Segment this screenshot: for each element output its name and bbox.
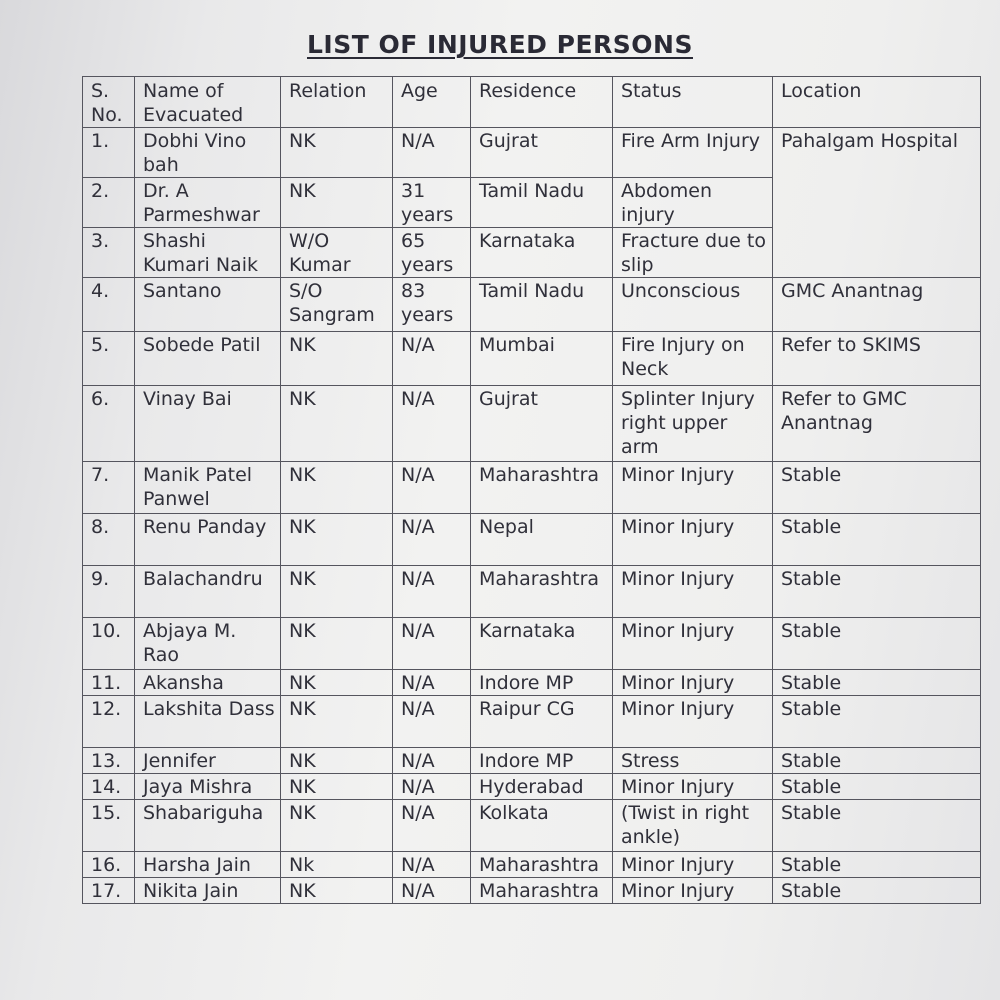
cell-age: N/A xyxy=(393,462,471,514)
cell-name: Abjaya M. Rao xyxy=(135,618,281,670)
cell-name: Shabariguha xyxy=(135,800,281,852)
cell-sno: 4. xyxy=(83,278,135,332)
cell-name: Santano xyxy=(135,278,281,332)
cell-name: Vinay Bai xyxy=(135,386,281,462)
document-title xyxy=(0,30,1000,59)
cell-relation: NK xyxy=(281,670,393,696)
table-row xyxy=(83,514,981,566)
cell-sno: 17. xyxy=(83,878,135,904)
column-header-name: Name of Evacuated xyxy=(135,77,281,128)
cell-status: Fracture due to slip xyxy=(613,228,773,278)
cell-age: 83 years xyxy=(393,278,471,332)
cell-age: N/A xyxy=(393,128,471,178)
cell-sno: 11. xyxy=(83,670,135,696)
table-row xyxy=(83,878,981,904)
cell-relation: NK xyxy=(281,128,393,178)
cell-status: Minor Injury xyxy=(613,878,773,904)
cell-residence: Mumbai xyxy=(471,332,613,386)
cell-age: N/A xyxy=(393,514,471,566)
cell-location: Stable xyxy=(773,514,981,566)
cell-age: N/A xyxy=(393,800,471,852)
cell-residence: Maharashtra xyxy=(471,462,613,514)
cell-age: 31 years xyxy=(393,178,471,228)
cell-location: Stable xyxy=(773,878,981,904)
cell-status: Unconscious xyxy=(613,278,773,332)
cell-status: Fire Arm Injury xyxy=(613,128,773,178)
cell-relation: NK xyxy=(281,800,393,852)
cell-sno: 14. xyxy=(83,774,135,800)
cell-age: N/A xyxy=(393,618,471,670)
cell-sno: 9. xyxy=(83,566,135,618)
cell-name: Sobede Patil xyxy=(135,332,281,386)
cell-residence: Tamil Nadu xyxy=(471,278,613,332)
table-row xyxy=(83,566,981,618)
cell-status: Splinter Injury right upper arm xyxy=(613,386,773,462)
cell-status: Minor Injury xyxy=(613,514,773,566)
cell-residence: Gujrat xyxy=(471,128,613,178)
cell-age: N/A xyxy=(393,774,471,800)
cell-age: N/A xyxy=(393,332,471,386)
table-row xyxy=(83,852,981,878)
column-header-age: Age xyxy=(393,77,471,128)
cell-status: Minor Injury xyxy=(613,774,773,800)
column-header-residence: Residence xyxy=(471,77,613,128)
table-row xyxy=(83,128,981,178)
cell-age: N/A xyxy=(393,670,471,696)
cell-location: Stable xyxy=(773,852,981,878)
cell-status: Fire Injury on Neck xyxy=(613,332,773,386)
cell-relation: S/O Sangram xyxy=(281,278,393,332)
cell-age: N/A xyxy=(393,696,471,748)
cell-age: N/A xyxy=(393,852,471,878)
cell-name: Harsha Jain xyxy=(135,852,281,878)
cell-sno: 13. xyxy=(83,748,135,774)
cell-location: Stable xyxy=(773,566,981,618)
cell-relation: NK xyxy=(281,514,393,566)
cell-age: N/A xyxy=(393,386,471,462)
injured-persons-table xyxy=(82,76,981,904)
table-row xyxy=(83,618,981,670)
cell-age: N/A xyxy=(393,748,471,774)
cell-residence: Nepal xyxy=(471,514,613,566)
cell-status: Minor Injury xyxy=(613,618,773,670)
cell-age: N/A xyxy=(393,878,471,904)
cell-status: Minor Injury xyxy=(613,462,773,514)
table-row xyxy=(83,774,981,800)
cell-name: Lakshita Dass xyxy=(135,696,281,748)
cell-name: Akansha xyxy=(135,670,281,696)
cell-relation: NK xyxy=(281,566,393,618)
cell-sno: 7. xyxy=(83,462,135,514)
cell-relation: Nk xyxy=(281,852,393,878)
cell-sno: 1. xyxy=(83,128,135,178)
table-row xyxy=(83,462,981,514)
table-header-row xyxy=(83,77,981,128)
cell-location: Stable xyxy=(773,748,981,774)
cell-residence: Tamil Nadu xyxy=(471,178,613,228)
table-row xyxy=(83,386,981,462)
cell-name: Shashi Kumari Naik xyxy=(135,228,281,278)
cell-residence: Kolkata xyxy=(471,800,613,852)
cell-status: Stress xyxy=(613,748,773,774)
cell-sno: 2. xyxy=(83,178,135,228)
cell-sno: 6. xyxy=(83,386,135,462)
cell-residence: Raipur CG xyxy=(471,696,613,748)
cell-name: Dr. A Parmeshwar xyxy=(135,178,281,228)
cell-age: N/A xyxy=(393,566,471,618)
cell-residence: Indore MP xyxy=(471,748,613,774)
table-row xyxy=(83,748,981,774)
cell-relation: NK xyxy=(281,462,393,514)
cell-residence: Indore MP xyxy=(471,670,613,696)
column-header-status: Status xyxy=(613,77,773,128)
cell-relation: W/O Kumar xyxy=(281,228,393,278)
table-row xyxy=(83,696,981,748)
table-row xyxy=(83,278,981,332)
column-header-relation: Relation xyxy=(281,77,393,128)
column-header-location: Location xyxy=(773,77,981,128)
cell-location: GMC Anantnag xyxy=(773,278,981,332)
cell-location: Pahalgam Hospital xyxy=(773,128,981,278)
cell-age: 65 years xyxy=(393,228,471,278)
document-title-text: LIST OF INJURED PERSONS xyxy=(307,30,693,59)
cell-residence: Karnataka xyxy=(471,618,613,670)
column-header-sno: S. No. xyxy=(83,77,135,128)
cell-location: Stable xyxy=(773,696,981,748)
cell-location: Refer to SKIMS xyxy=(773,332,981,386)
cell-name: Dobhi Vino bah xyxy=(135,128,281,178)
cell-residence: Gujrat xyxy=(471,386,613,462)
cell-status: Minor Injury xyxy=(613,670,773,696)
cell-residence: Hyderabad xyxy=(471,774,613,800)
cell-sno: 16. xyxy=(83,852,135,878)
cell-status: Abdomen injury xyxy=(613,178,773,228)
table-row xyxy=(83,670,981,696)
cell-name: Balachandru xyxy=(135,566,281,618)
cell-relation: NK xyxy=(281,332,393,386)
cell-sno: 3. xyxy=(83,228,135,278)
cell-sno: 5. xyxy=(83,332,135,386)
cell-name: Jaya Mishra xyxy=(135,774,281,800)
cell-relation: NK xyxy=(281,774,393,800)
cell-name: Nikita Jain xyxy=(135,878,281,904)
table-row xyxy=(83,332,981,386)
cell-location: Stable xyxy=(773,462,981,514)
cell-status: Minor Injury xyxy=(613,852,773,878)
cell-relation: NK xyxy=(281,618,393,670)
table-row xyxy=(83,800,981,852)
cell-residence: Maharashtra xyxy=(471,566,613,618)
cell-residence: Karnataka xyxy=(471,228,613,278)
cell-location: Stable xyxy=(773,670,981,696)
cell-relation: NK xyxy=(281,696,393,748)
cell-sno: 8. xyxy=(83,514,135,566)
cell-name: Jennifer xyxy=(135,748,281,774)
cell-relation: NK xyxy=(281,748,393,774)
cell-residence: Maharashtra xyxy=(471,852,613,878)
cell-status: (Twist in right ankle) xyxy=(613,800,773,852)
cell-location: Stable xyxy=(773,618,981,670)
cell-status: Minor Injury xyxy=(613,566,773,618)
cell-name: Manik Patel Panwel xyxy=(135,462,281,514)
cell-sno: 10. xyxy=(83,618,135,670)
cell-location: Refer to GMC Anantnag xyxy=(773,386,981,462)
cell-sno: 12. xyxy=(83,696,135,748)
cell-location: Stable xyxy=(773,774,981,800)
cell-relation: NK xyxy=(281,386,393,462)
cell-status: Minor Injury xyxy=(613,696,773,748)
cell-relation: NK xyxy=(281,878,393,904)
cell-sno: 15. xyxy=(83,800,135,852)
cell-location: Stable xyxy=(773,800,981,852)
cell-name: Renu Panday xyxy=(135,514,281,566)
cell-relation: NK xyxy=(281,178,393,228)
cell-residence: Maharashtra xyxy=(471,878,613,904)
